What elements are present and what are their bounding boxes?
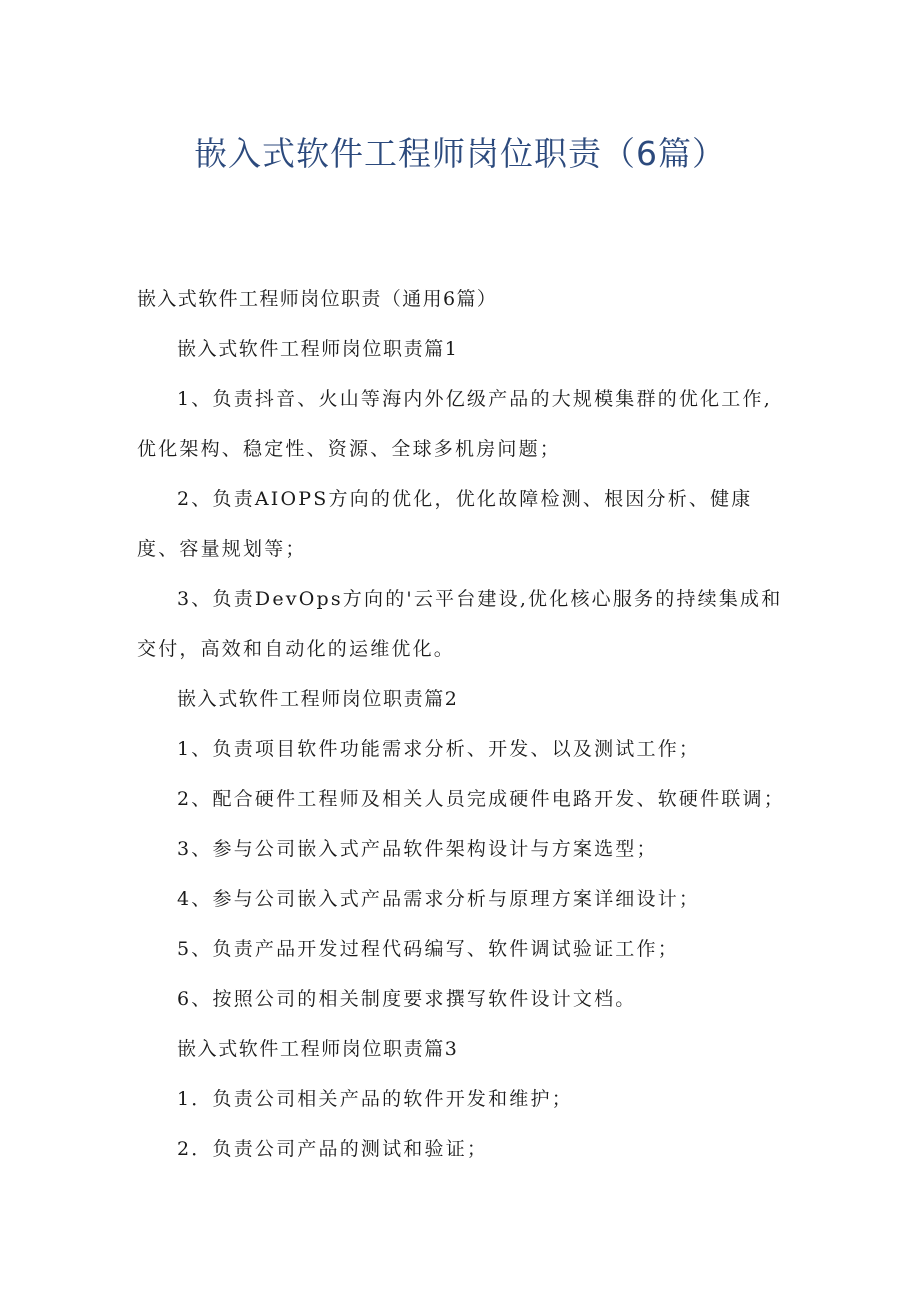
paragraph-intro: 嵌入式软件工程师岗位职责（通用6篇） <box>137 288 498 310</box>
paragraph: 2、负责AIOPS方向的优化，优化故障检测、根因分析、健康度、容量规划等； <box>137 488 753 560</box>
section-heading-2: 嵌入式软件工程师岗位职责篇2 <box>177 688 459 710</box>
paragraph: 4、参与公司嵌入式产品需求分析与原理方案详细设计； <box>177 888 701 910</box>
paragraph: 1．负责公司相关产品的软件开发和维护； <box>177 1088 573 1110</box>
section-heading-1: 嵌入式软件工程师岗位职责篇1 <box>177 338 459 360</box>
paragraph: 2．负责公司产品的测试和验证； <box>177 1138 489 1160</box>
document-body <box>137 274 792 1174</box>
paragraph: 3、负责DevOps方向的'云平台建设,优化核心服务的持续集成和交付，高效和自动化的运维优化。 <box>137 588 783 660</box>
section-heading-3: 嵌入式软件工程师岗位职责篇3 <box>177 1038 459 1060</box>
paragraph: 1、负责抖音、火山等海内外亿级产品的大规模集群的优化工作,优化架构、稳定性、资源、全球多机房问题； <box>137 388 772 460</box>
paragraph: 3、参与公司嵌入式产品软件架构设计与方案选型； <box>177 838 658 860</box>
paragraph: 6、按照公司的相关制度要求撰写软件设计文档。 <box>177 988 637 1010</box>
paragraph: 5、负责产品开发过程代码编写、软件调试验证工作； <box>177 938 679 960</box>
document-title: 嵌入式软件工程师岗位职责（6篇） <box>194 134 726 173</box>
paragraph: 1、负责项目软件功能需求分析、开发、以及测试工作； <box>177 738 701 760</box>
paragraph: 2、配合硬件工程师及相关人员完成硬件电路开发、软硬件联调； <box>177 788 785 810</box>
